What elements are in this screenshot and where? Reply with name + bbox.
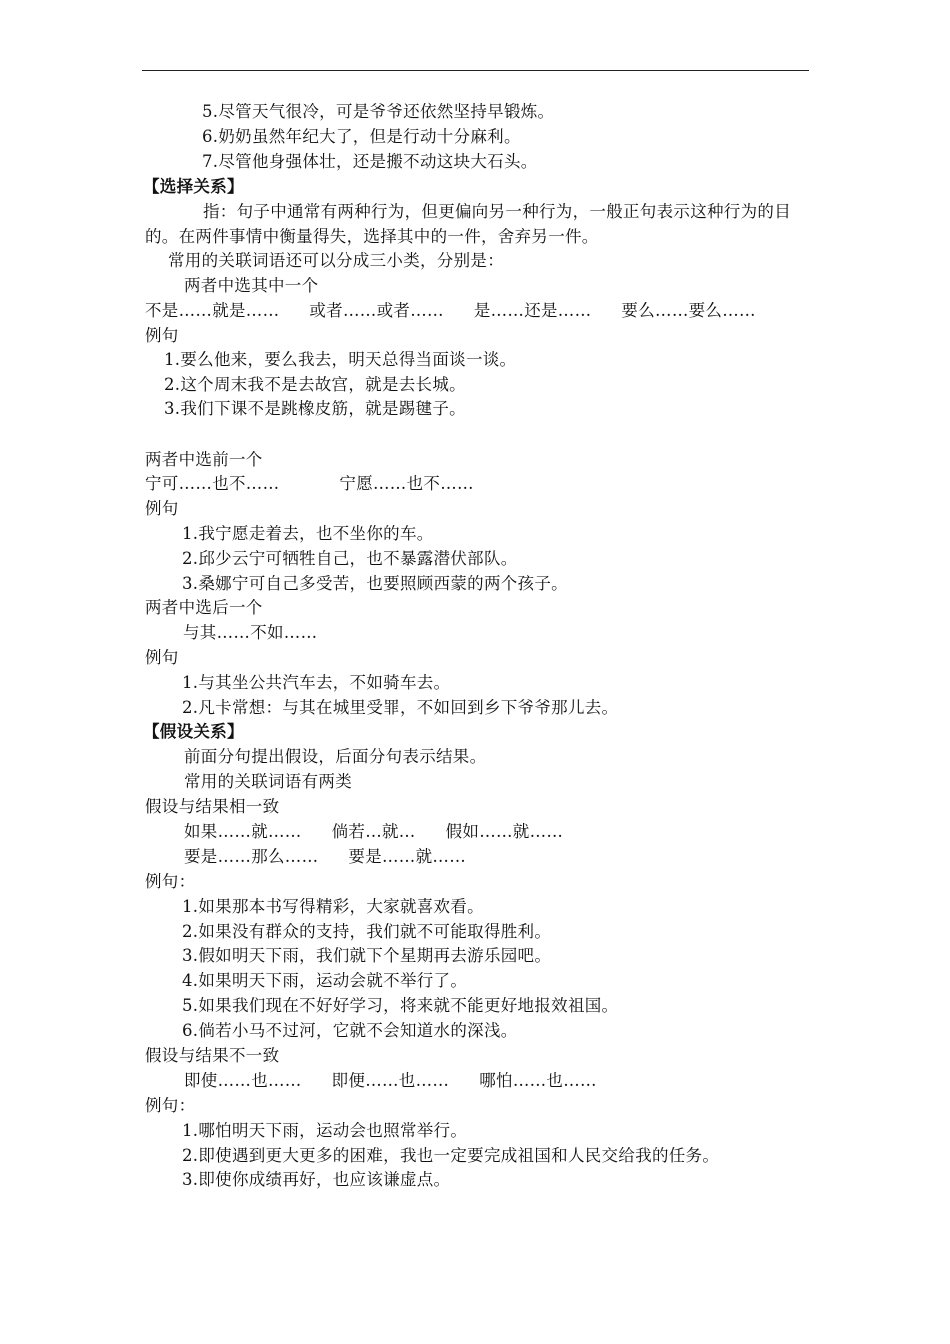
list-item: 2.这个周末我不是去故宫，就是去长城。 (164, 375, 466, 394)
choice-group2-words (145, 472, 474, 497)
choice-group2-title: 两者中选前一个 (145, 450, 263, 469)
example-label: 例句 (145, 499, 179, 518)
choice-group1-words (145, 299, 756, 324)
conjunction-pair: 要是……那么…… (184, 847, 319, 866)
list-item: 2.即使遇到更大更多的困难，我也一定要完成祖国和人民交给我的任务。 (182, 1146, 720, 1165)
hypothesis-group2-title: 假设与结果不一致 (145, 1046, 280, 1065)
list-item: 3.我们下课不是跳橡皮筋，就是踢毽子。 (164, 399, 466, 418)
list-item: 2.如果没有群众的支持，我们就不可能取得胜利。 (182, 922, 552, 941)
list-item: 1.与其坐公共汽车去，不如骑车去。 (182, 673, 451, 692)
hypothesis-definition: 前面分句提出假设，后面分句表示结果。 (184, 747, 487, 766)
example-label: 例句： (145, 872, 196, 891)
list-item: 2.凡卡常想：与其在城里受罪，不如回到乡下爷爷那儿去。 (182, 698, 619, 717)
conjunction-pair: 要是……就…… (348, 847, 467, 866)
list-item: 3.桑娜宁可自己多受苦，也要照顾西蒙的两个孩子。 (182, 574, 568, 593)
example-label: 例句 (145, 648, 179, 667)
choice-group3-words: 与其……不如…… (183, 623, 318, 642)
conjunction-pair: 假如……就…… (445, 822, 564, 841)
header-rule (142, 70, 809, 71)
list-item: 3.即使你成绩再好，也应该谦虚点。 (182, 1170, 451, 1189)
hypothesis-group1-words-row2 (184, 845, 466, 870)
list-item: 7.尽管他身强体壮，还是搬不动这块大石头。 (202, 152, 538, 171)
conjunction-pair: 宁愿……也不…… (339, 474, 474, 493)
example-label: 例句： (145, 1096, 196, 1115)
list-item: 1.要么他来，要么我去，明天总得当面谈一谈。 (164, 350, 517, 369)
hypothesis-sub-intro: 常用的关联词语有两类 (184, 772, 352, 791)
list-item: 6.倘若小马不过河，它就不会知道水的深浅。 (182, 1021, 518, 1040)
conjunction-pair: 即便……也…… (331, 1071, 450, 1090)
list-item: 1.如果那本书写得精彩，大家就喜欢看。 (182, 897, 484, 916)
example-label: 例句 (145, 326, 179, 345)
conjunction-pair: 如果……就…… (184, 822, 302, 841)
choice-sub-intro: 常用的关联词语还可以分成三小类，分别是： (168, 251, 504, 270)
list-item: 1.我宁愿走着去，也不坐你的车。 (182, 524, 434, 543)
list-item: 2.邱少云宁可牺牲自己，也不暴露潜伏部队。 (182, 549, 518, 568)
choice-group3-title: 两者中选后一个 (145, 598, 263, 617)
choice-group1-title: 两者中选其中一个 (184, 276, 319, 295)
list-item: 4.如果明天下雨，运动会就不举行了。 (182, 971, 468, 990)
hypothesis-group1-words-row1 (184, 820, 563, 845)
hypothesis-group1-title: 假设与结果相一致 (145, 797, 280, 816)
conjunction-pair: 是……还是…… (473, 301, 592, 320)
list-item: 5.如果我们现在不好好学习，将来就不能更好地报效祖国。 (182, 996, 619, 1015)
conjunction-pair: 倘若…就… (331, 822, 416, 841)
hypothesis-group2-words (184, 1069, 597, 1094)
conjunction-pair: 不是……就是…… (145, 301, 280, 320)
section-heading-choice: 【选择关系】 (143, 177, 244, 196)
conjunction-pair: 要么……要么…… (621, 301, 756, 320)
section-heading-hypothesis: 【假设关系】 (143, 722, 244, 741)
list-item: 1.哪怕明天下雨，运动会也照常举行。 (182, 1121, 468, 1140)
conjunction-pair: 或者……或者…… (309, 301, 444, 320)
conjunction-pair: 宁可……也不…… (145, 474, 280, 493)
conjunction-pair: 哪怕……也…… (479, 1071, 597, 1090)
conjunction-pair: 即使……也…… (184, 1071, 302, 1090)
choice-definition: 指：句子中通常有两种行为，但更偏向另一种行为，一般正句表示这种行为的目的。在两件事情中衡量得失，选择其中的一件，舍弃另一件。 (145, 202, 791, 246)
list-item: 6.奶奶虽然年纪大了，但是行动十分麻利。 (202, 127, 521, 146)
list-item: 3.假如明天下雨，我们就下个星期再去游乐园吧。 (182, 946, 552, 965)
list-item: 5.尽管天气很冷，可是爷爷还依然坚持早锻炼。 (202, 102, 555, 121)
